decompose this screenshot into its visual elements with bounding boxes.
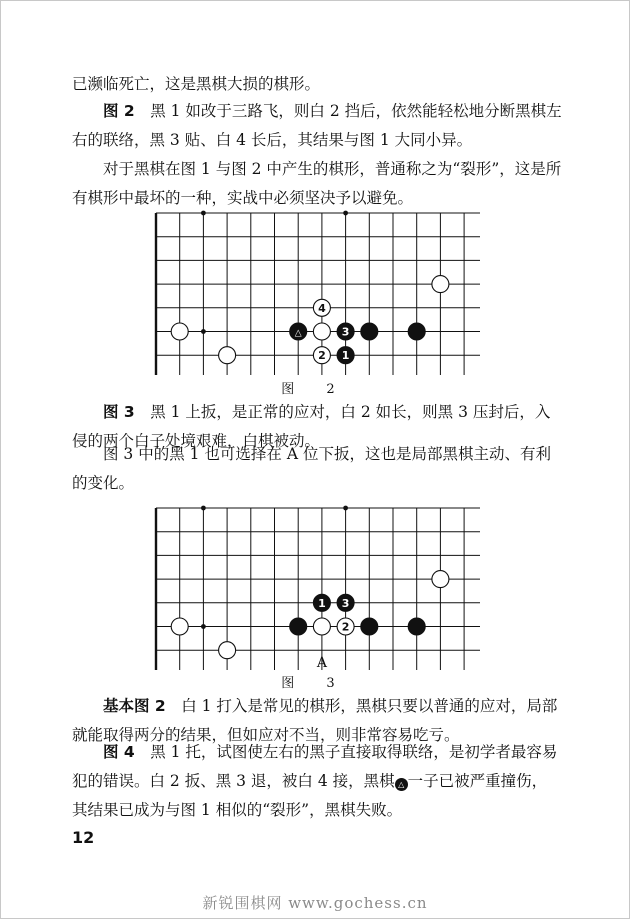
stone-move-number: 3	[341, 596, 350, 610]
paragraph-figure2: 图 2 黑 1 如改于三路飞，则白 2 挡后，依然能轻松地分断黑棋左右的联络，黑 3 贴、白 4 长后，其结果与图 1 大同小异。	[72, 102, 562, 149]
white-stone	[432, 276, 449, 293]
stone-move-number: 3	[341, 325, 350, 339]
figure4-label: 图 4	[103, 743, 135, 761]
figure3-caption: 图 3	[281, 676, 349, 691]
star-point	[343, 506, 348, 511]
star-point	[201, 624, 206, 629]
stone-move-number: 2	[341, 620, 350, 634]
black-stone	[361, 323, 378, 340]
white-stone	[171, 323, 188, 340]
black-stone	[408, 618, 425, 635]
black-stone	[337, 594, 354, 611]
white-stone	[313, 299, 330, 316]
board-grid	[156, 506, 480, 670]
paragraph-basic-figure2: 基本图 2 白 1 打入是常见的棋形，黑棋只要以普通的应对，局部就能取得两分的结果，但如应对不当，则非常容易吃亏。	[72, 697, 558, 744]
black-stone	[408, 323, 425, 340]
stone-move-number: △	[294, 328, 302, 339]
star-point	[201, 211, 206, 216]
white-stone	[171, 618, 188, 635]
star-point	[343, 211, 348, 216]
figure2-label: 图 2	[103, 102, 135, 120]
black-stone	[290, 618, 307, 635]
stone-move-number: 2	[318, 349, 326, 363]
triangle-stone-mark: △	[395, 778, 408, 791]
board-stones	[171, 276, 449, 364]
black-stone	[337, 347, 354, 364]
black-stone	[290, 323, 307, 340]
figure2-caption: 图 2	[281, 382, 349, 397]
black-stone	[313, 594, 330, 611]
paragraph-figure4: 图 4 黑 1 托，试图使左右的黑子直接取得联络，是初学者最容易犯的错误。白 2 扳、黑 3 退，被白 4 接，黑棋 △ 一子已被严重撞伤，其结果已成为与图 1 相似的“裂形”，黑棋失败。	[72, 743, 558, 819]
white-stone	[313, 347, 330, 364]
stone-move-number: 1	[341, 349, 350, 363]
paragraph-figure3: 图 3 黑 1 上扳，是正常的应对，白 2 如长，则黑 3 压封后，入侵的两个白子处境艰难，白棋被动。	[72, 403, 551, 450]
paragraph-1: 已濒临死亡，这是黑棋大损的棋形。	[72, 75, 321, 93]
white-stone	[219, 642, 236, 659]
white-stone	[219, 347, 236, 364]
board-stones	[171, 571, 449, 670]
figure3-label: 图 3	[103, 403, 135, 421]
white-stone	[432, 571, 449, 588]
go-diagram-figure3	[150, 500, 480, 670]
position-mark-A: A	[316, 655, 327, 670]
white-stone	[337, 618, 354, 635]
go-diagram-figure2	[150, 205, 480, 375]
paragraph-variation-A: 图 3 中的黑 1 也可选择在 A 位下扳，这也是局部黑棋主动、有利的变化。	[72, 445, 551, 492]
white-stone	[313, 323, 330, 340]
basic-figure2-label: 基本图 2	[103, 697, 166, 715]
star-point	[201, 329, 206, 334]
stone-move-number: 1	[318, 596, 326, 610]
stone-move-number: 4	[318, 301, 326, 315]
page-number: 12	[72, 828, 95, 847]
paragraph-split-shape: 对于黑棋在图 1 与图 2 中产生的棋形，普通称之为“裂形”，这是所有棋形中最坏的一种，实战中必须坚决予以避免。	[72, 160, 562, 207]
star-point	[201, 506, 206, 511]
white-stone	[313, 618, 330, 635]
black-stone	[361, 618, 378, 635]
watermark: 新锐围棋网 www.gochess.cn	[202, 894, 428, 912]
black-stone	[337, 323, 354, 340]
